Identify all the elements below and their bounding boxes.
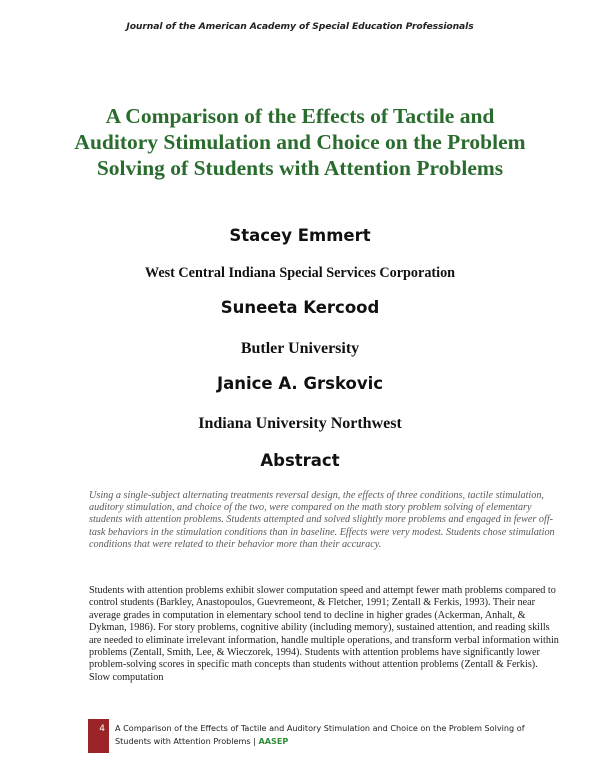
- author-affiliation-2: Butler University: [240, 340, 360, 357]
- author-affiliation-3: Indiana University Northwest: [198, 415, 402, 432]
- footer-separator: |: [253, 735, 256, 746]
- page-footer: [88, 719, 558, 753]
- body-paragraph: Students with attention problems exhibit slower computation speed and attempt fewer math problems compared to control students (Barkley, Anastopoulos, Guevremeont, & Fletcher, 1991; Zentall & Ferkis, 1993). Their near average grades in computation in elementary school tend to decline in higher grades (Ackerman, Anhalt, & Dykman, 1986). For story problems, cognitive ability (including memory), sustained attention, and reading skills are needed to eliminate irrelevant information, handle multiple operations, and transform verbal information within problems (Zentall, Smith, Lee, & Wieczorek, 1994). Students with attention problems have significantly lower problem-solving scores in specific math concepts than students without attention problems (Zentall & Ferkis). Slow computation: [89, 585, 559, 683]
- author-name-3: Janice A. Grskovic: [216, 374, 384, 393]
- abstract-heading: Abstract: [260, 451, 340, 470]
- article-title: A Comparison of the Effects of Tactile and Auditory Stimulation and Choice on the Problem Solving of Students with Attention Problems: [74, 104, 526, 180]
- author-name-2: Suneeta Kercood: [220, 298, 380, 317]
- author-affiliation-1: West Central Indiana Special Services Corporation: [144, 265, 456, 281]
- footer-title-text: A Comparison of the Effects of Tactile and Auditory Stimulation and Choice on the Problem Solving of Students with Attention Problems: [115, 723, 525, 746]
- footer-divider: [108, 719, 109, 753]
- footer-brand: AASEP: [258, 735, 289, 746]
- footer-running-title: [115, 722, 560, 747]
- author-name-1: Stacey Emmert: [229, 226, 371, 245]
- journal-header: Journal of the American Academy of Special Education Professionals: [126, 21, 474, 32]
- page-number: 4: [88, 719, 108, 753]
- abstract-text: Using a single-subject alternating treatments reversal design, the effects of three conditions, tactile stimulation, auditory stimulation, and choice of the two, were compared on the math story problem solving of elementary students with attention problems. Students attempted and solved slightly more problems and engaged in fewer off-task behaviors in the stimulation conditions than in baseline. Effects were very modest. Students chose stimulation conditions that were related to their behavior more than their accuracy.: [89, 490, 555, 550]
